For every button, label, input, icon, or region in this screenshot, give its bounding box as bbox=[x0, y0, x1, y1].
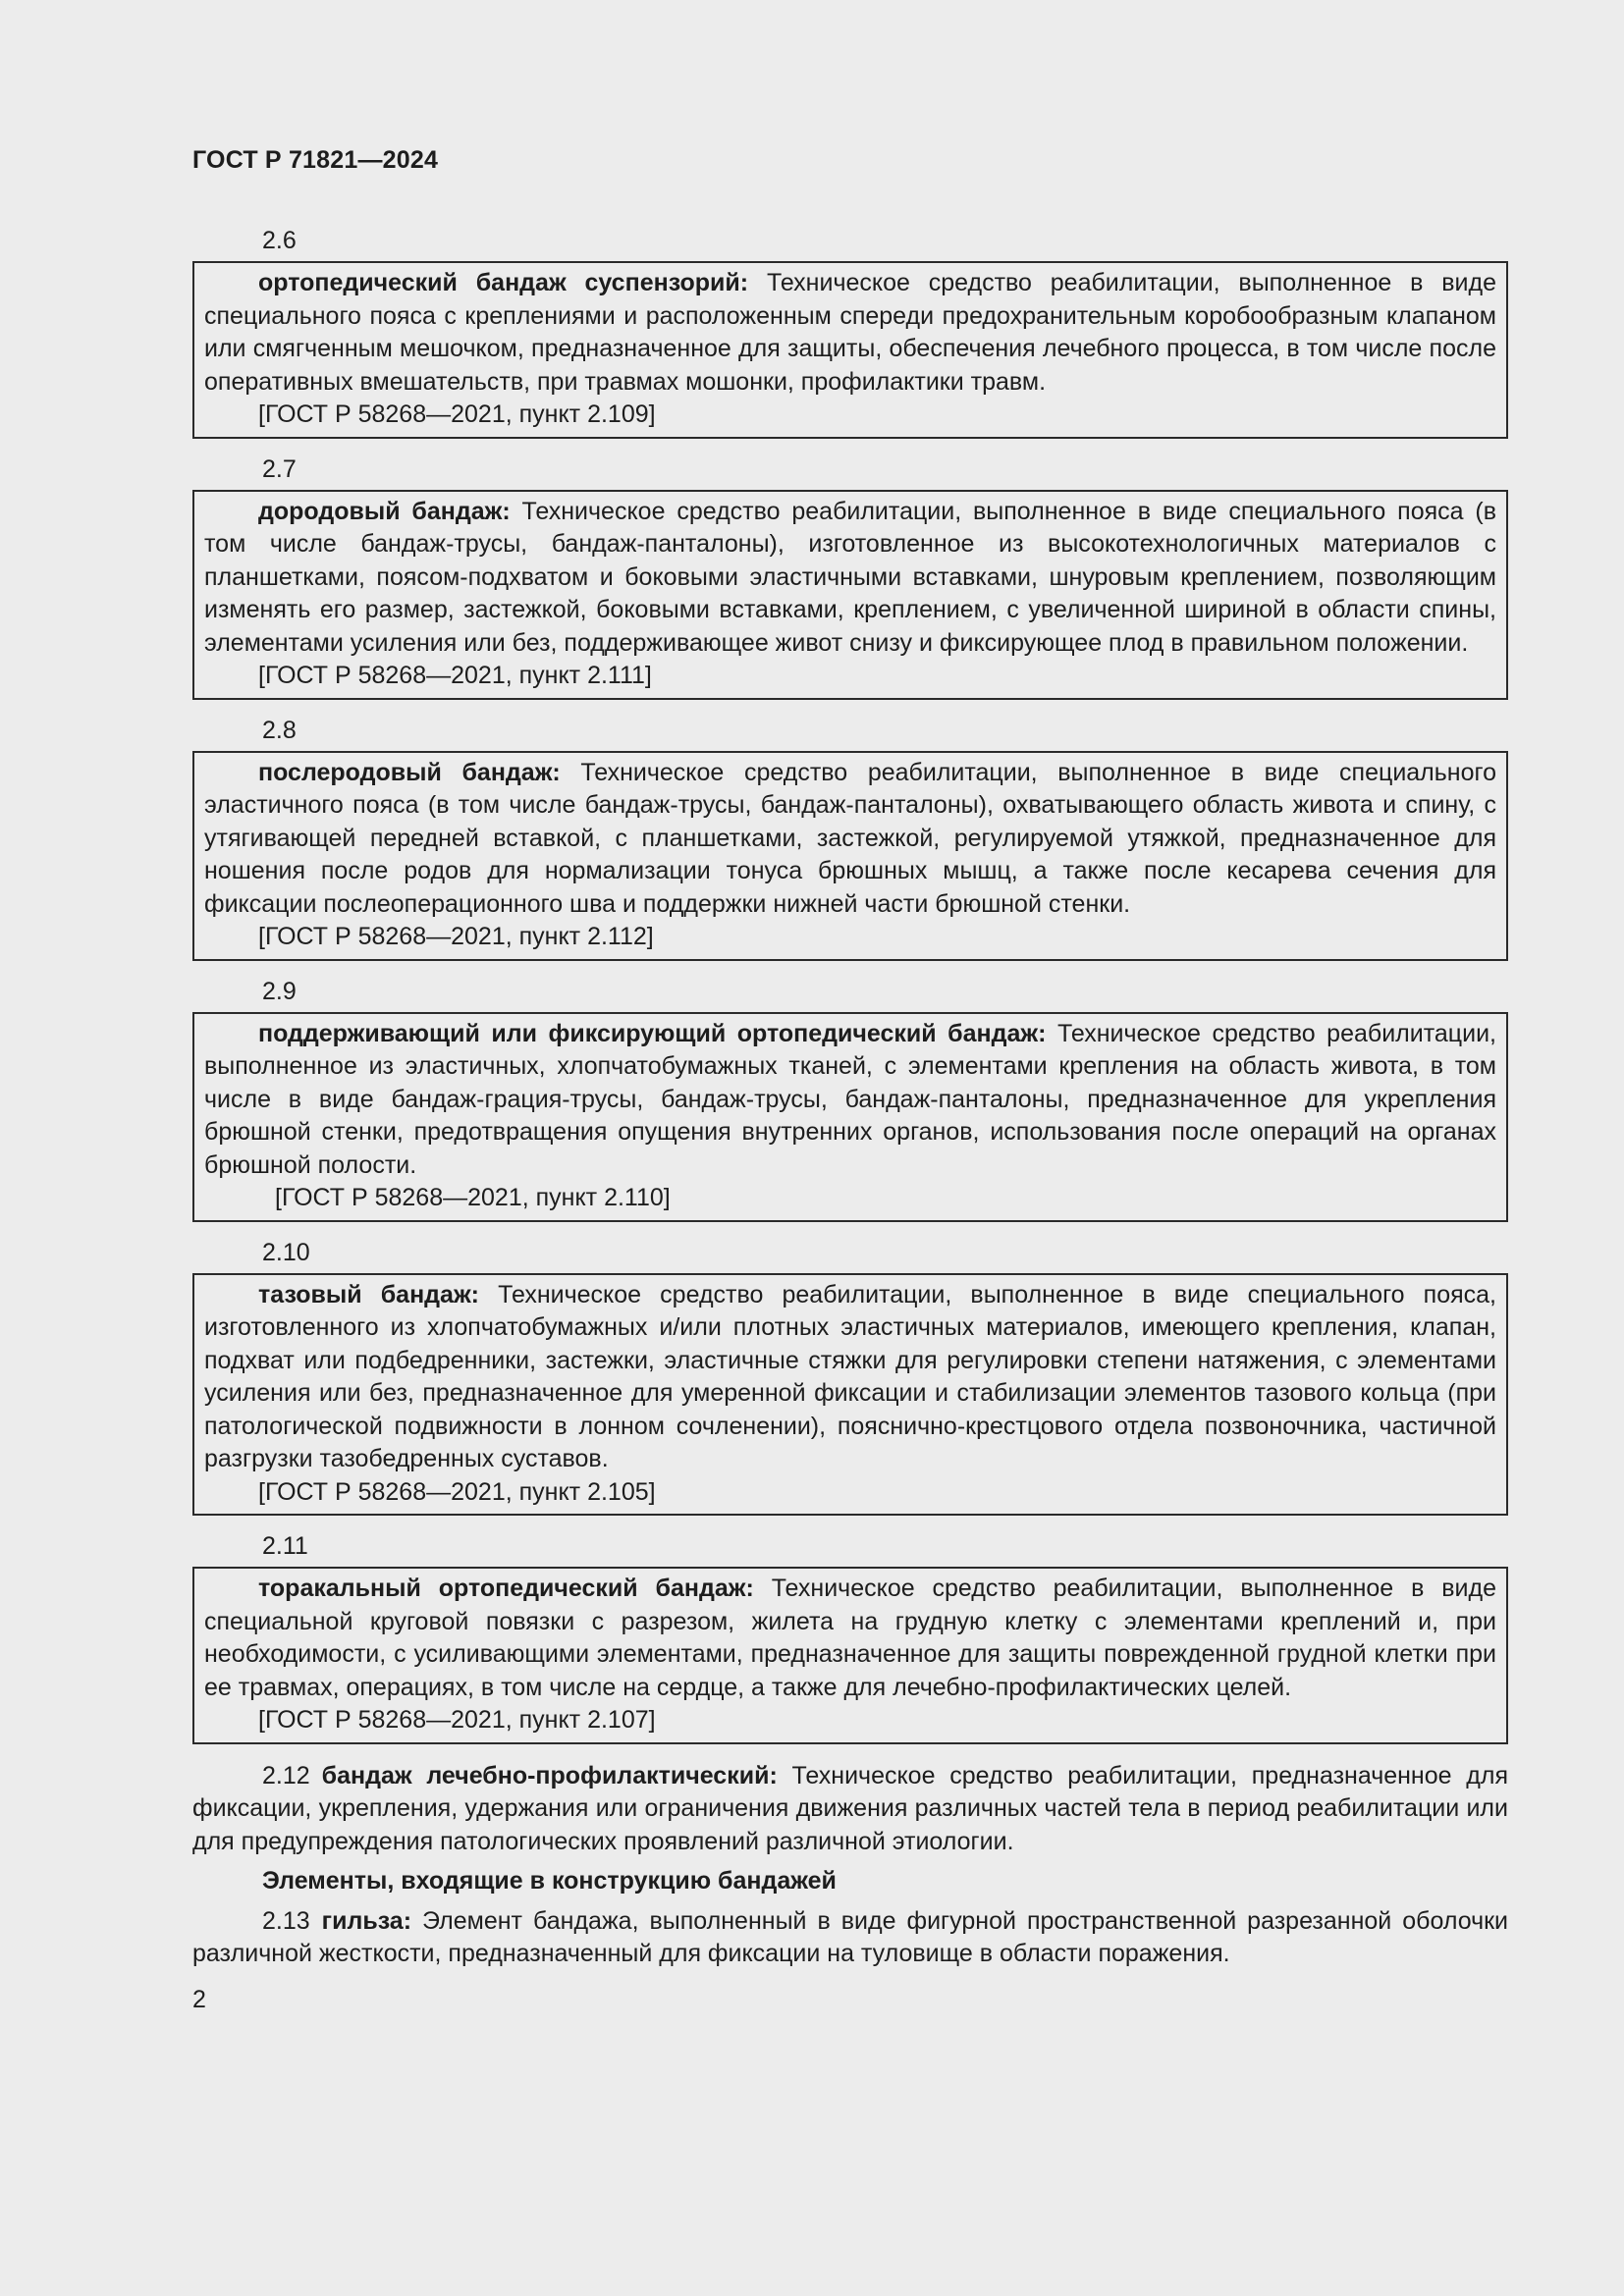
term-definition bbox=[204, 1279, 1496, 1476]
term-number: 2.11 bbox=[262, 1532, 308, 1560]
section-subheading: Элементы, входящие в конструкцию бандажей bbox=[262, 1867, 837, 1895]
term-source: [ГОСТ Р 58268—2021, пункт 2.111] bbox=[258, 662, 652, 689]
definition-text: Техническое средство реабилитации, выполненное в виде специального эластичного пояса (в том числе бандаж-трусы, бандаж-панталоны), охватывающего область живота и спину, с утягивающей передней вставкой, с планшетками, застежкой, регулируемой утяжкой, предназначенное для ношения после родов для нормализации тонуса брюшных мышц, а также после кесарева сечения для фиксации послеоперационного шва и поддержки нижней части брюшной стенки. bbox=[204, 758, 1496, 918]
term-name: ортопедический бандаж суспензорий: bbox=[258, 269, 749, 296]
term-name: послеродовый бандаж: bbox=[258, 758, 561, 786]
definition-text: Техническое средство реабилитации, выполненное из эластичных, хлопчатобумажных тканей, с элементами крепления на область живота, в том числе в виде бандаж-грация-трусы, бандаж-трусы, бандаж-панталоны, предназначенное для укрепления брюшной стенки, предотвращения опущения внутренних органов, использования после операций на органах брюшной полости. bbox=[204, 1019, 1496, 1179]
term-definition bbox=[204, 1573, 1496, 1704]
term-name: гильза: bbox=[321, 1906, 412, 1935]
standard-title: ГОСТ Р 71821—2024 bbox=[192, 146, 439, 174]
term-number: 2.9 bbox=[262, 977, 297, 1005]
term-number: 2.7 bbox=[262, 454, 297, 483]
term-name: бандаж лечебно-профилактический: bbox=[321, 1761, 778, 1789]
paragraph-2-13 bbox=[192, 1905, 1508, 1971]
document-page bbox=[192, 145, 1508, 2014]
term-source: [ГОСТ Р 58268—2021, пункт 2.109] bbox=[258, 400, 656, 428]
term-source: [ГОСТ Р 58268—2021, пункт 2.112] bbox=[258, 923, 654, 950]
term-box-2-6 bbox=[192, 261, 1508, 439]
term-name: поддерживающий или фиксирующий ортопедический бандаж: bbox=[258, 1019, 1047, 1047]
term-definition bbox=[204, 496, 1496, 661]
definition-text: Техническое средство реабилитации, предназначенное для фиксации, укрепления, удержания или ограничения движения различных частей тела в период реабилитации или для предупреждения патологических проявлений различной этиологии. bbox=[192, 1761, 1508, 1855]
term-name: дородовый бандаж: bbox=[258, 497, 511, 525]
definition-text: Техническое средство реабилитации, выполненное в виде специальной круговой повязки с разрезом, жилета на грудную клетку с элементами креплений и, при необходимости, с усиливающими элементами, предназначенное для защиты поврежденной грудной клетки при ее травмах, операциях, в том числе на сердце, а также для лечебно-профилактических целей. bbox=[204, 1575, 1496, 1701]
term-number: 2.6 bbox=[262, 227, 297, 254]
term-number: 2.8 bbox=[262, 716, 297, 744]
paragraph-number: 2.13 bbox=[262, 1906, 310, 1935]
term-box-2-9 bbox=[192, 1012, 1508, 1222]
term-name: тазовый бандаж: bbox=[258, 1280, 479, 1308]
term-box-2-11 bbox=[192, 1567, 1508, 1744]
term-name: торакальный ортопедический бандаж: bbox=[258, 1575, 754, 1602]
term-box-2-8 bbox=[192, 751, 1508, 961]
definition-text: Техническое средство реабилитации, выполненное в виде специального пояса, изготовленного из хлопчатобумажных и/или плотных эластичных материалов, имеющего крепления, клапан, подхват или подбедренники, застежки, эластичные стяжки для регулировки степени натяжения, с элементами усиления или без, предназначенное для умеренной фиксации и стабилизации элементов тазового кольца (при патологической подвижности в лонном сочленении), пояснично-крестцового отдела позвоночника, частичной разгрузки тазобедренных суставов. bbox=[204, 1280, 1496, 1472]
page-number: 2 bbox=[192, 1985, 206, 2013]
term-source: [ГОСТ Р 58268—2021, пункт 2.107] bbox=[258, 1706, 656, 1734]
term-box-2-7 bbox=[192, 490, 1508, 700]
paragraph-number: 2.12 bbox=[262, 1761, 310, 1789]
definition-text: Элемент бандажа, выполненный в виде фигурной пространственной разрезанной оболочки различной жесткости, предназначенный для фиксации на туловище в области поражения. bbox=[192, 1906, 1508, 1967]
paragraph-2-12 bbox=[192, 1760, 1508, 1859]
definition-text: Техническое средство реабилитации, выполненное в виде специального пояса с креплениями и расположенным спереди предохранительным коробообразным клапаном или смягченным мешочком, предназначенное для защиты, обеспечения лечебного процесса, в том числе после оперативных вмешательств, при травмах мошонки, профилактики травм. bbox=[204, 269, 1496, 396]
term-source: [ГОСТ Р 58268—2021, пункт 2.110] bbox=[275, 1184, 671, 1211]
term-source: [ГОСТ Р 58268—2021, пункт 2.105] bbox=[258, 1477, 656, 1506]
term-number: 2.10 bbox=[262, 1238, 310, 1266]
term-definition bbox=[204, 267, 1496, 399]
term-box-2-10 bbox=[192, 1273, 1508, 1517]
term-definition bbox=[204, 1018, 1496, 1183]
definition-text: Техническое средство реабилитации, выполненное в виде специального пояса (в том числе бандаж-трусы, бандаж-панталоны), изготовленное из высокотехнологичных материалов с планшетками, поясом-подхватом и боковыми эластичными вставками, шнуровым креплением, позволяющим изменять его размер, застежкой, боковыми вставками, креплением, с увеличенной шириной в области спины, элементами усиления или без, поддерживающее живот снизу и фиксирующее плод в правильном положении. bbox=[204, 497, 1496, 657]
term-definition bbox=[204, 757, 1496, 922]
